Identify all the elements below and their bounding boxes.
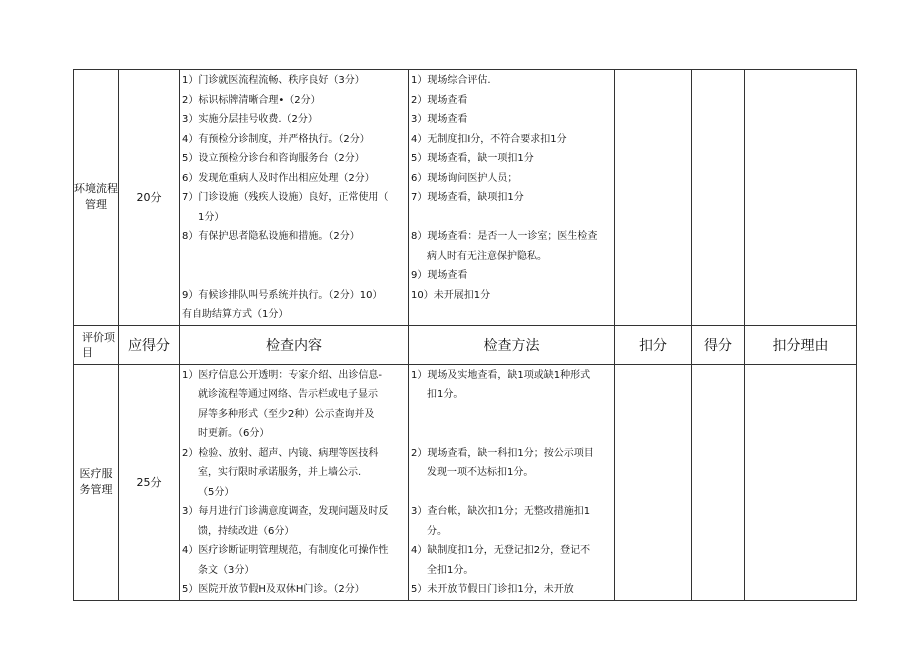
content-cell [180,364,409,600]
header-reason: 扣分理由 [745,325,857,364]
content-line: 9）有候诊排队叫号系统并执行。（2分）10） [182,289,383,301]
category-cell [74,364,119,600]
method-line: 1）现场及实地查看，缺1项或缺1种形式 [411,369,591,381]
header-item [74,325,119,364]
header-got: 得分 [692,325,745,364]
content-line: 3）实施分层挂号收费.（2分） [182,114,318,125]
score-cell: 25分 [119,364,180,600]
got-cell [692,70,745,326]
content-line: 4）有预检分诊制度，并严格执行。（2分） [182,133,370,145]
deduct-cell [615,70,692,326]
content-cell [180,70,409,326]
content-line: 条文（3分） [198,564,255,576]
content-line: 屏等多种形式（至少2种）公示查询并及 [198,408,375,420]
method-line: 2）现场查看 [411,94,468,106]
header-deduct: 扣分 [615,325,692,364]
header-method: 检查方法 [409,325,615,364]
method-line: 4）缺制度扣1分，无登记扣2分，登记不 [411,545,591,556]
content-line: 5）医院开放节假H及双休H门诊。（2分） [182,584,365,595]
content-line: 室，实行限时承诺服务，并上墙公示. [198,467,362,478]
got-cell [692,364,745,600]
content-line: 1分） [198,211,225,223]
content-line: 时更新。（6分） [198,428,270,439]
content-line: 4）医疗诊断证明管理规范，有制度化可操作性 [182,545,389,556]
content-line: 2）标识标牌清晰合理•（2分） [182,94,321,106]
method-line: 3）查台帐，缺次扣1分；无整改措施扣1 [411,506,591,517]
method-line: 5）未开放节假日门诊扣1分，未开放 [411,584,574,595]
category-label-line2: 管理 [85,198,107,212]
content-line: 3）每月进行门诊满意度调查，发现问题及时反 [182,506,389,517]
row-medical-service [74,364,857,600]
method-line: 4）无制度扣I分，不符合要求扣1分 [411,133,567,145]
reason-cell [745,70,857,326]
header-row [74,325,857,364]
method-line: 扣1分。 [427,389,464,400]
method-line: 1）现场综合评估. [411,75,491,86]
category-label-line1: 医疗服 [79,467,113,480]
score-cell: 20分 [119,70,180,326]
deduct-cell [615,364,692,600]
method-line: 分。 [427,525,447,537]
content-line: 8）有保护思者隐私设施和措施。（2分） [182,231,360,242]
method-cell [409,70,615,326]
header-item-line2: 目 [82,345,93,359]
method-line: 9）现场查看 [411,270,468,281]
method-line: 10）未开展扣1分 [411,289,491,301]
content-line: （5分） [198,486,235,498]
method-line: 全扣1分。 [427,564,474,576]
category-label-line2: 务管理 [79,483,113,496]
method-line: 5）现场查看，缺一项扣1分 [411,153,534,164]
content-line: 5）设立预检分诊台和咨询服务台（2分） [182,153,365,164]
reason-cell [745,364,857,600]
method-line: 病人时有无注意保护隐私。 [427,250,547,262]
header-score: 应得分 [119,325,180,364]
content-line: 2）检验、放射、超声、内镜、病理等医技科 [182,447,379,459]
content-line: 1）门诊就医流程流畅、秩序良好（3分） [182,75,365,86]
content-line: 馈，持续改进（6分） [198,525,295,537]
header-item-line1: 评价项 [82,330,115,344]
content-line: 6）发现危重病人及时作出相应处理（2分） [182,172,375,184]
evaluation-table [73,69,857,601]
header-content: 检查内容 [180,325,409,364]
method-line: 2）现场查看，缺一科扣1分；按公示项目 [411,447,594,459]
content-line: 7）门诊设施（残疾人设施）良好，正常使用（ [182,192,389,203]
method-line: 3）现场查看 [411,114,468,125]
method-line: 6）现场询问医护人员； [411,172,518,184]
category-label-line1: 环境流程 [74,182,118,196]
content-line: 就诊流程等通过网络、告示栏或电子显示 [198,389,378,400]
content-line: 有自助结算方式（1分） [182,309,289,320]
category-cell [74,70,119,326]
method-line: 7）现场查看，缺项扣1分 [411,192,524,203]
method-line: 发现一项不达标扣1分。 [427,467,534,478]
row-environment-process [74,70,857,326]
method-cell [409,364,615,600]
content-line: 1）医疗信息公开透明：专家介绍、出诊信息- [182,369,382,381]
method-line: 8）现场查看：是否一人一诊室；医生检查 [411,231,598,242]
